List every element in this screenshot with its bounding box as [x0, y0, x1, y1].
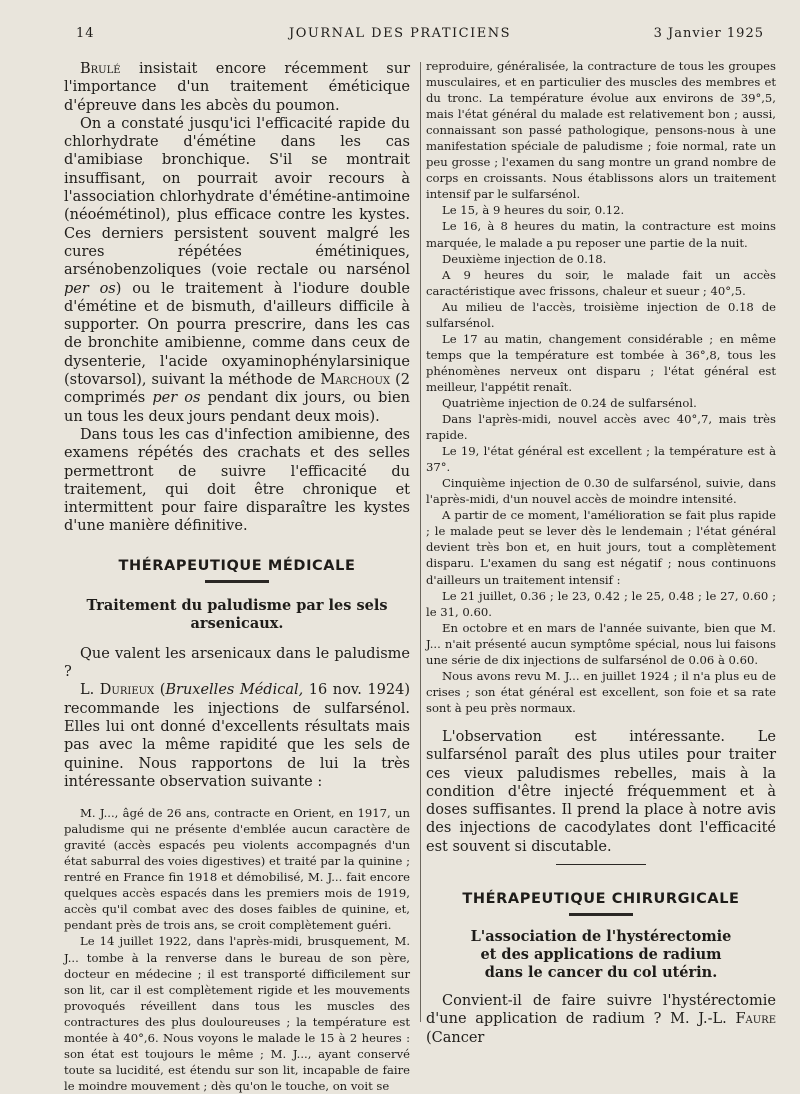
paragraph: On a constaté jusqu'ici l'efficacité rapide du chlorhydrate d'émétine dans les cas d'amibiase bronchique. S'il se montrait insuffisant, on pourrait avoir recours à l'association chlorhydrate d'émétine-antimoine (néoémétinol), plus efficace contre les kystes. Ces derniers persistent souvent malgré les cures répétées émétiniques, arsénobenzoliques (voie rectale ou narsénol per os) ou le traitement à l'iodure double d'émétine et de bismuth, d'ailleurs difficile à supporter. On pourra prescrire, dans les cas de bronchite amibienne, comme dans ceux de dysenterie, l'acide oxyaminophénylarsinique (stovarsol), suivant la méthode de Marchoux (2 comprimés per os pendant dix jours, ou bien un tous les deux jours pendant deux mois).	[64, 115, 410, 425]
paragraph: Brulé insistait encore récemment sur l'importance d'un traitement éméticique d'épreuve dans les abcès du poumon.	[64, 61, 410, 114]
paragraph: L'observation est intéressante. Le sulfarsénol paraît des plus utiles pour traiter ces vieux paludismes rebelles, mais à la condition d'être injecté fréquemment et à doses suffisantes. Il prend la place à notre avis des injections de cacodylates dont l'efficacité est souvent si discutable.	[426, 728, 776, 855]
observation-paragraph: Dans l'après-midi, nouvel accès avec 40°,7, mais très rapide.	[426, 412, 776, 443]
observation-paragraph: Au milieu de l'accès, troisième injection de 0.18 de sulfarsénol.	[426, 299, 776, 330]
observation-paragraph: Le 14 juillet 1922, dans l'après-midi, brusquement, M. J... tombe à la renverse dans le bureau de son père, docteur en médecine ; il est transporté difficilement sur son lit, car il est complètement rigide et les mouvements provoqués réveillent dans tous les muscles des contractures des plus douloureuses ; la température est montée à 40°,6. Nous voyons le malade le 15 à 2 heures : son état est toujours le même ; M. J..., ayant conservé toute sa lucidité, est étendu sur son lit, incapable de faire le moindre mouvement ; dès qu'on le touche, on voit se	[64, 934, 410, 1093]
article-title-line: dans le cancer du col utérin.	[484, 964, 718, 981]
observation-paragraph: A 9 heures du soir, le malade fait un accès caractéristique avec frissons, chaleur et sueur ; 40°,5.	[426, 267, 776, 298]
article-title-line: L'association de l'hystérectomie	[470, 928, 732, 945]
observation-paragraph: Le 21 juillet, 0.36 ; le 23, 0.42 ; le 25, 0.48 ; le 27, 0.60 ; le 31, 0.60.	[426, 588, 776, 619]
observation-paragraph: Le 17 au matin, changement considérable ; en même temps que la température est tombée à 36°,8, tous les phénomènes nerveux ont disparu ; l'état général est meilleur, l'appétit renaît.	[426, 331, 776, 394]
observation-paragraph: En octobre et en mars de l'année suivante, bien que M. J... n'ait présenté aucun symptôme spécial, nous lui faisons une série de dix injections de sulfarsénol de 0.06 à 0.60.	[426, 620, 776, 667]
page-number: 14	[76, 26, 95, 41]
article-title: Traitement du paludisme par les sels arsenicaux.	[86, 596, 388, 632]
observation-paragraph: Le 19, l'état général est excellent ; la température est à 37°.	[426, 444, 776, 475]
article-title-line: et des applications de radium	[480, 946, 722, 963]
section-title: THÉRAPEUTIQUE CHIRURGICALE	[462, 891, 740, 907]
paragraph: Que valent les arsenicaux dans le paludisme ?	[64, 645, 410, 681]
section-title: THÉRAPEUTIQUE MÉDICALE	[118, 557, 356, 574]
issue-date: 3 Janvier 1925	[653, 26, 764, 41]
observation-paragraph: Le 16, à 8 heures du matin, la contracture est moins marquée, le malade a pu reposer une partie de la nuit.	[426, 219, 776, 250]
observation-paragraph: Le 15, à 9 heures du soir, 0.12.	[442, 203, 625, 218]
observation-paragraph: Nous avons revu M. J... en juillet 1924 ; il n'a plus eu de crises ; son état général est excellent, son foie et sa rate sont à peu près normaux.	[426, 668, 776, 715]
column-divider	[420, 62, 421, 1022]
paragraph: L. Durieux (Bruxelles Médical, 16 nov. 1924) recommande les injections de sulfarsénol. Elles lui ont donné d'excellents résultats mais pas avec la même rapidité que les sels de quinine. Nous rapportons de lui la très intéressante observation suivante :	[64, 682, 410, 790]
observation-paragraph: A partir de ce moment, l'amélioration se fait plus rapide ; le malade peut se lever dès le lendemain ; l'état général devient très bon et, en huit jours, tout a complètement disparu. L'examen du sang est négatif ; nous continuons d'ailleurs un traitement intensif :	[426, 508, 776, 587]
journal-title: JOURNAL DES PRATICIENS	[289, 26, 511, 41]
observation-paragraph: Deuxième injection de 0.18.	[442, 251, 607, 266]
observation-paragraph: M. J..., âgé de 26 ans, contracte en Orient, en 1917, un paludisme qui ne présente d'emblée aucun caractère de gravité (accès espacés peu violents accompagnés d'un état saburral des voies digestives) et traité par la quinine ; rentré en France fin 1918 et démobilisé, M. J... fait encore quelques accès espacés dans les premiers mois de 1919, accès qu'il combat avec des doses faibles de quinine, et, pendant près de trois ans, se croit complètement guéri.	[64, 806, 410, 933]
left-column	[64, 60, 410, 1094]
observation-paragraph: Quatrième injection de 0.24 de sulfarsénol.	[442, 395, 697, 410]
observation-paragraph: Cinquième injection de 0.30 de sulfarsénol, suivie, dans l'après-midi, d'un nouvel accès de moindre intensité.	[426, 476, 776, 507]
right-column	[426, 58, 776, 1047]
paragraph: Dans tous les cas d'infection amibienne, des examens répétés des crachats et des selles permettront de suivre l'efficacité du traitement, qui doit être chronique et intermittent pour faire disparaître les kystes d'une manière définitive.	[64, 426, 410, 535]
running-head	[0, 26, 800, 46]
paragraph: Convient-il de faire suivre l'hystérectomie d'une application de radium ? M. J.-L. Faure (Cancer	[426, 993, 776, 1046]
observation-paragraph: reproduire, généralisée, la contracture de tous les groupes musculaires, et en particulier des muscles des membres et du tronc. La température évolue aux environs de 39°,5, mais l'état général du malade est relativement bon ; aussi, connaissant son passé pathologique, pensons-nous à une manifestation spéciale de paludisme ; foie normal, rate un peu grosse ; l'examen du sang montre un grand nombre de corps en croissants. Nous établissons alors un traitement intensif par le sulfarsénol.	[426, 59, 776, 202]
